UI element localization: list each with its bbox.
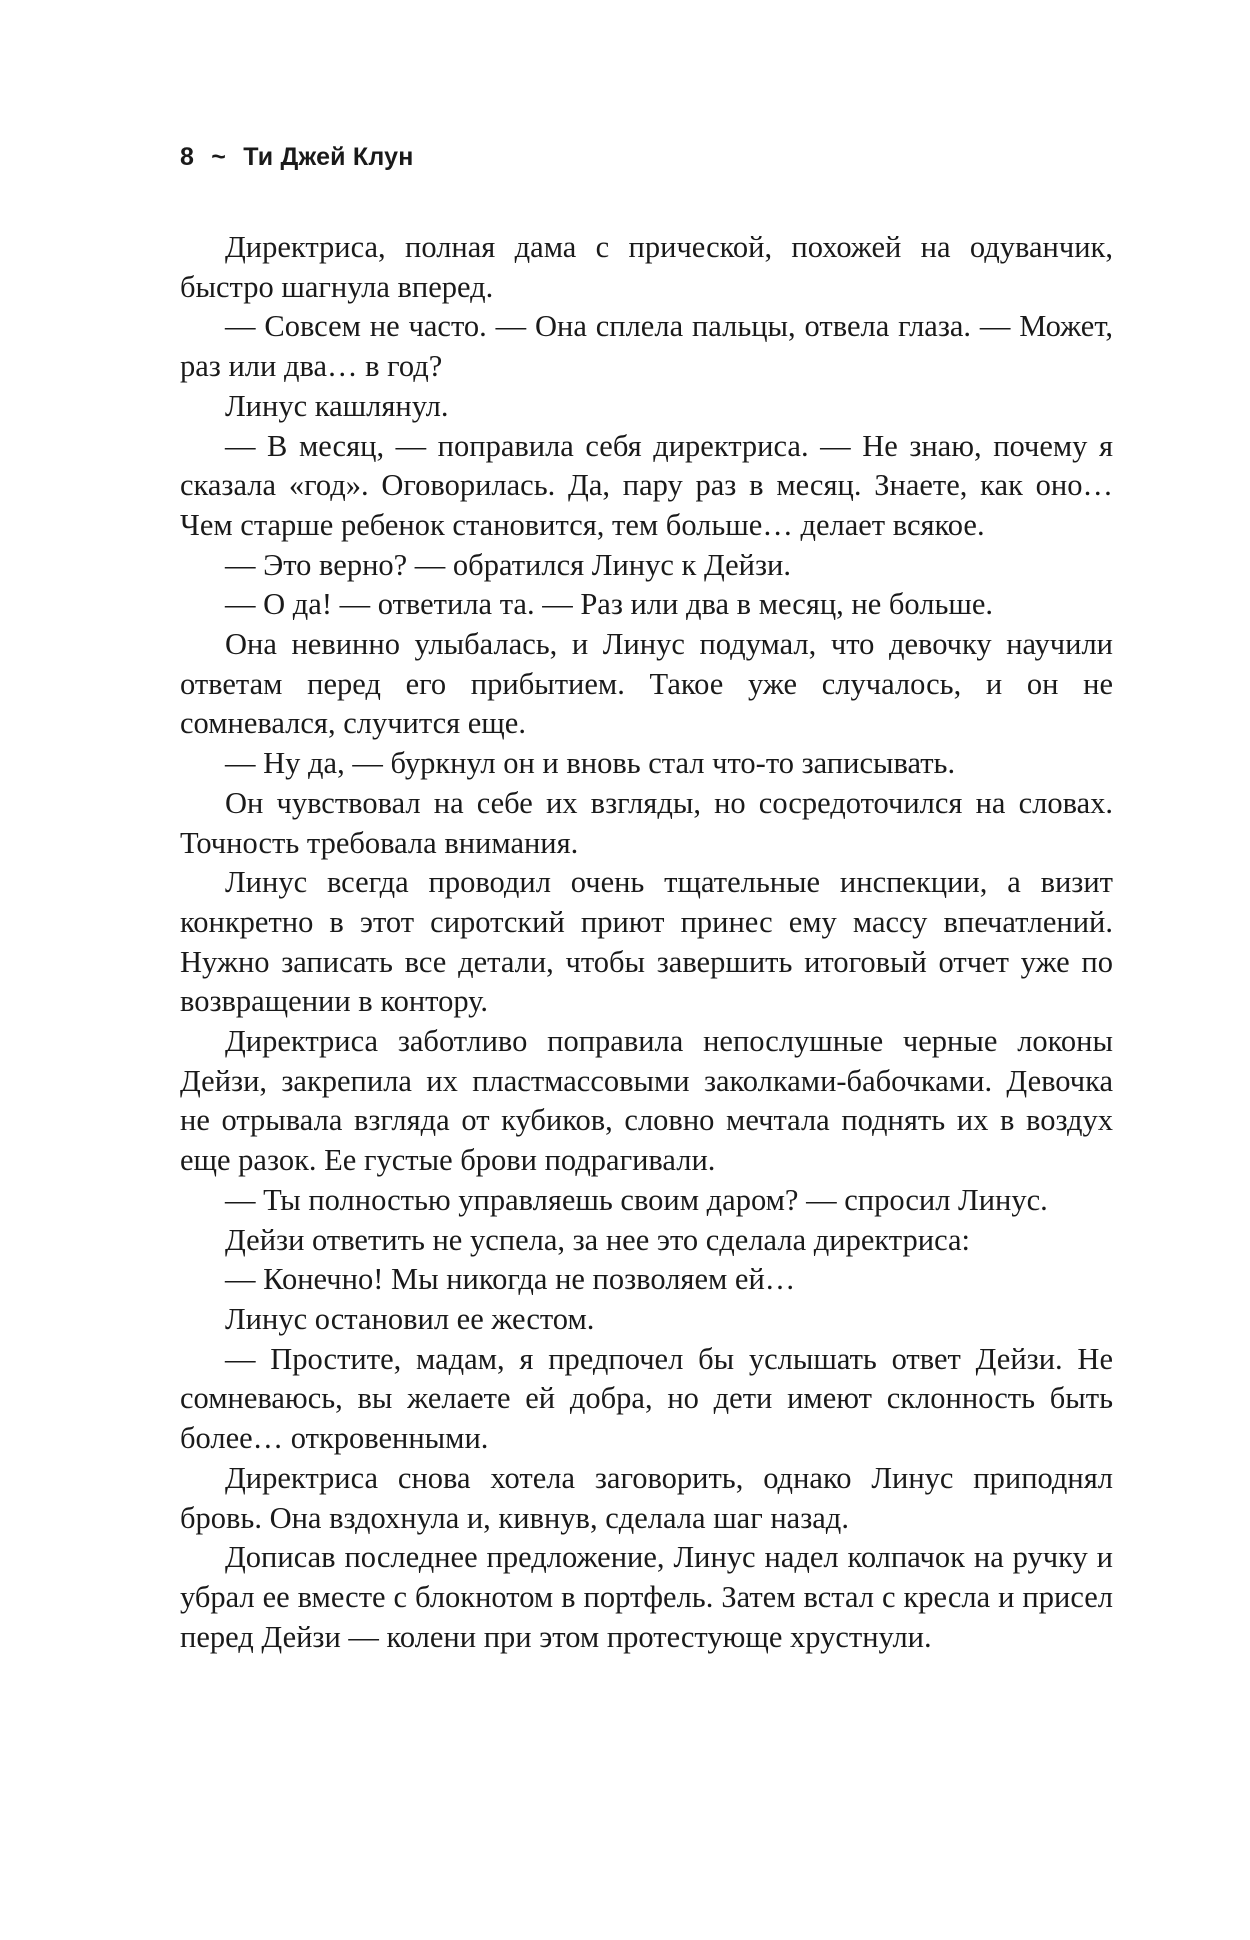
paragraph: Он чувствовал на себе их взгляды, но сосредоточился на словах. Точность требовала внимания. <box>180 785 1113 860</box>
paragraph: — Конечно! Мы никогда не позволяем ей… <box>225 1262 796 1297</box>
paragraph: Директриса, полная дама с прической, похожей на одуванчик, быстро шагнула вперед. <box>180 230 1113 304</box>
paragraph: Линус всегда проводил очень тщательные инспекции, а визит конкретно в этот сиротский приют принес ему массу впечатлений. Нужно записать все детали, чтобы завершить итоговый отчет уже по возвращении в контору. <box>180 865 1113 1019</box>
header-separator: ~ <box>211 143 227 171</box>
paragraph: Линус кашлянул. <box>225 388 449 423</box>
paragraph: — О да! — ответила та. — Раз или два в месяц, не больше. <box>225 587 994 622</box>
paragraph: — Ты полностью управляешь своим даром? — спросил Линус. <box>225 1182 1048 1217</box>
paragraph: Она невинно улыбалась, и Линус подумал, что девочку научили ответам перед его прибытием. Такое уже случалось, и он не сомневался, случится еще. <box>180 627 1113 741</box>
paragraph: Директриса снова хотела заговорить, однако Линус приподнял бровь. Она вздохнула и, кивнув, сделала шаг назад. <box>180 1460 1113 1535</box>
running-head <box>180 143 414 172</box>
paragraph: — Ну да, — буркнул он и вновь стал что-то записывать. <box>225 746 956 781</box>
paragraph: Директриса заботливо поправила непослушные черные локоны Дейзи, закрепила их пластмассовыми заколками-бабочками. Девочка не отрывала взгляда от кубиков, словно мечтала поднять их в воздух еще разок. Ее густые брови подрагивали. <box>180 1024 1113 1178</box>
page-number: 8 <box>180 143 195 171</box>
paragraph: Дописав последнее предложение, Линус надел колпачок на ручку и убрал ее вместе с блокнотом в портфель. Затем встал с кресла и присел перед Дейзи — колени при этом протестующе хрустнули. <box>180 1540 1113 1654</box>
paragraph: Линус остановил ее жестом. <box>225 1301 595 1336</box>
body-text <box>180 228 1113 1657</box>
paragraph: — Это верно? — обратился Линус к Дейзи. <box>225 547 791 582</box>
author-name: Ти Джей Клун <box>243 143 414 171</box>
paragraph: — Простите, мадам, я предпочел бы услышать ответ Дейзи. Не сомневаюсь, вы желаете ей добра, но дети имеют склонность быть более… откровенными. <box>180 1341 1113 1456</box>
paragraph: — В месяц, — поправила себя директриса. — Не знаю, почему я сказала «год». Оговорилась. Да, пару раз в месяц. Знаете, как оно… Чем старше ребенок становится, тем больше… делает всякое. <box>180 428 1113 542</box>
paragraph: — Совсем не часто. — Она сплела пальцы, отвела глаза. — Может, раз или два… в год? <box>180 309 1113 384</box>
paragraph: Дейзи ответить не успела, за нее это сделала директриса: <box>225 1222 970 1257</box>
